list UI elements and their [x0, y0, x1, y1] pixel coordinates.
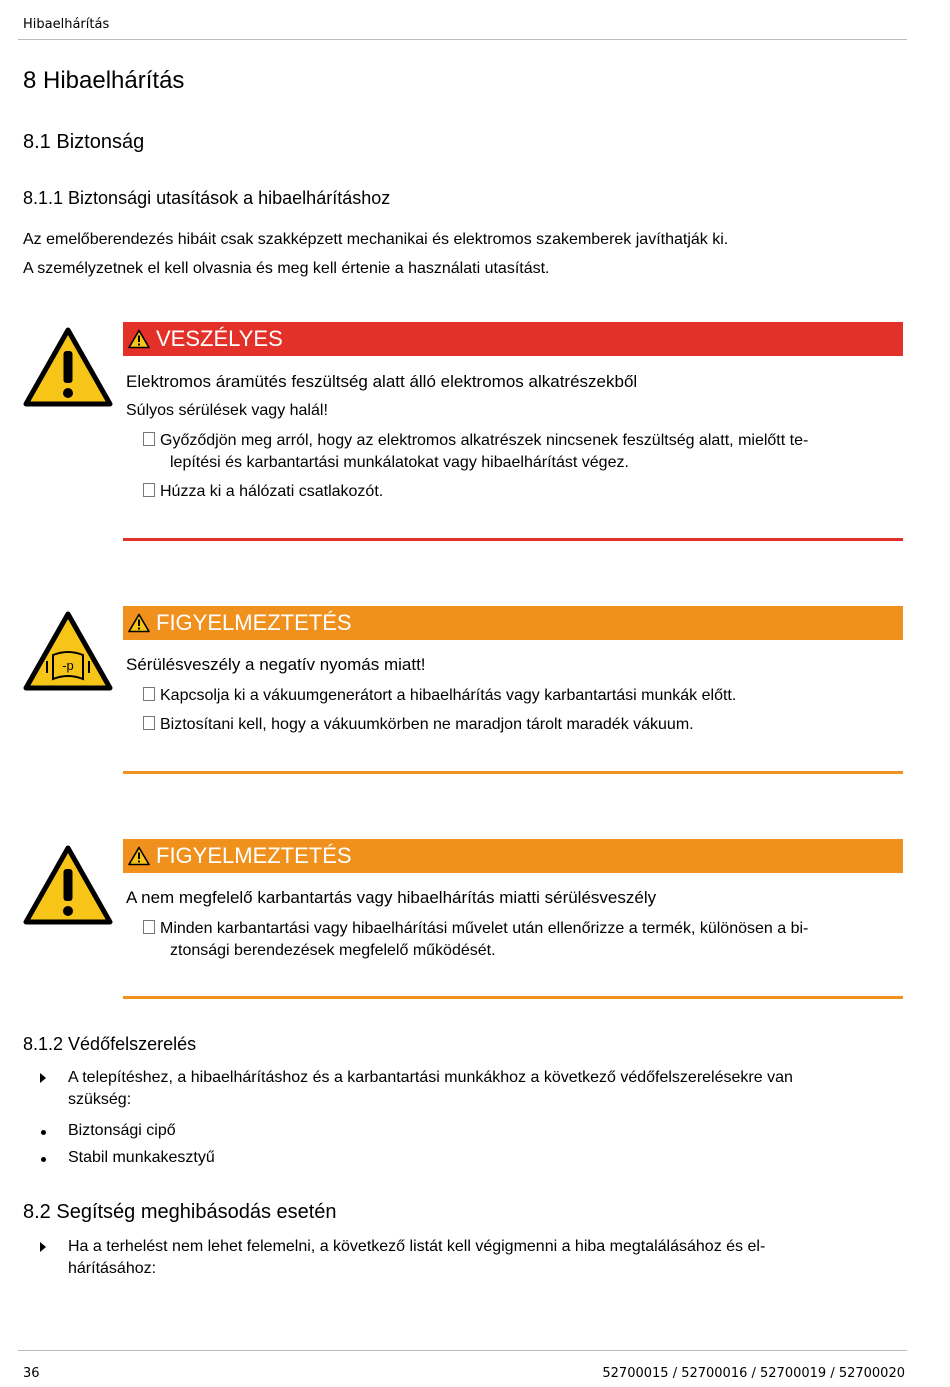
instruction-protective-equipment: [40, 1067, 900, 1111]
section-title-safety: 8.1 Biztonság: [23, 131, 145, 153]
small-warning-triangle-icon: [128, 846, 150, 866]
bullet-icon: [41, 1157, 46, 1162]
danger-item-2-line1: Húzza ki a hálózati csatlakozót.: [160, 483, 384, 500]
checkbox-icon: [143, 716, 155, 730]
arrow-right-icon: [40, 1073, 46, 1083]
help-instruction-line2: hárításához:: [68, 1260, 157, 1277]
intro-paragraph-2: A személyzetnek el kell olvasnia és meg kell értenie a használati utasítást.: [23, 260, 550, 277]
subsection-title-safety-instructions: 8.1.1 Biztonsági utasítások a hibaelhárításhoz: [23, 188, 391, 208]
instruction-line1: A telepítéshez, a hibaelhárításhoz és a karbantartási munkákhoz a következő védőfelszerelésekre van: [68, 1069, 793, 1086]
warning-label-1: FIGYELMEZTETÉS: [156, 610, 352, 635]
danger-subtitle: Elektromos áramütés feszültség alatt álló elektromos alkatrészekből: [126, 372, 638, 391]
bullet-work-gloves: Stabil munkakesztyű: [68, 1149, 215, 1166]
exclamation-warning-triangle-icon: [23, 327, 113, 407]
danger-item-1-line1: Győződjön meg arról, hogy az elektromos alkatrészek nincsenek feszültség alatt, mielőtt te-: [160, 432, 809, 449]
sign-pressure-text: -p: [62, 658, 74, 673]
danger-end-rule: [123, 538, 903, 541]
warning-2-end-rule: [123, 996, 903, 999]
help-instruction-line1: Ha a terhelést nem lehet felemelni, a következő listát kell végigmenni a hiba megtalálásához és el-: [68, 1238, 766, 1255]
running-header: Hibaelhárítás: [23, 17, 110, 32]
checkbox-icon: [143, 483, 155, 497]
warning-2-item-1: [143, 918, 883, 962]
arrow-right-icon: [40, 1242, 46, 1252]
danger-banner: [123, 322, 903, 356]
list-item: [40, 1147, 900, 1169]
header-rule: [18, 39, 907, 40]
bullet-icon: [41, 1130, 46, 1135]
checkbox-icon: [143, 920, 155, 934]
warning-2-subtitle: A nem megfelelő karbantartás vagy hibaelhárítás miatti sérülésveszély: [126, 888, 657, 907]
instruction-help: [40, 1236, 900, 1280]
negative-pressure-warning-icon: [23, 611, 113, 691]
page-number: 36: [23, 1366, 40, 1381]
section-title-help: 8.2 Segítség meghibásodás esetén: [23, 1201, 337, 1223]
danger-item-2: [143, 481, 883, 503]
product-ids: 52700015 / 52700016 / 52700019 / 52700020: [602, 1366, 905, 1381]
subsection-title-protective-equipment: 8.1.2 Védőfelszerelés: [23, 1034, 197, 1054]
warning-1-item-2: [143, 714, 883, 736]
warning-2-item-1-line1: Minden karbantartási vagy hibaelhárítási művelet után ellenőrizze a termék, különösen a bi-: [160, 920, 809, 937]
checkbox-icon: [143, 687, 155, 701]
list-item: [40, 1120, 900, 1142]
checkbox-icon: [143, 432, 155, 446]
chapter-title: 8 Hibaelhárítás: [23, 67, 185, 94]
danger-item-1: [143, 430, 883, 474]
warning-banner-2: [123, 839, 903, 873]
warning-1-subtitle: Sérülésveszély a negatív nyomás miatt!: [126, 655, 426, 674]
warning-1-item-2-line1: Biztosítani kell, hogy a vákuumkörben ne maradjon tárolt maradék vákuum.: [160, 716, 694, 733]
warning-banner-1: [123, 606, 903, 640]
danger-item-1-line2: lepítési és karbantartási munkálatokat vagy hibaelhárítást végez.: [170, 454, 629, 471]
instruction-line2: szükség:: [68, 1091, 132, 1108]
small-warning-triangle-icon: [128, 613, 150, 633]
warning-2-item-1-line2: ztonsági berendezések megfelelő működését.: [170, 942, 496, 959]
warning-label-2: FIGYELMEZTETÉS: [156, 843, 352, 868]
danger-consequence: Súlyos sérülések vagy halál!: [126, 402, 328, 419]
warning-1-end-rule: [123, 771, 903, 774]
warning-1-item-1-line1: Kapcsolja ki a vákuumgenerátort a hibaelhárítás vagy karbantartási munkák előtt.: [160, 687, 737, 704]
danger-label: VESZÉLYES: [156, 326, 283, 351]
footer-rule: [18, 1350, 907, 1351]
warning-1-item-1: [143, 685, 883, 707]
small-warning-triangle-icon: [128, 329, 150, 349]
bullet-safety-shoes: Biztonsági cipő: [68, 1122, 176, 1139]
exclamation-warning-triangle-icon: [23, 845, 113, 925]
intro-paragraph-1: Az emelőberendezés hibáit csak szakképzett mechanikai és elektromos szakemberek javíthatják ki.: [23, 231, 729, 248]
